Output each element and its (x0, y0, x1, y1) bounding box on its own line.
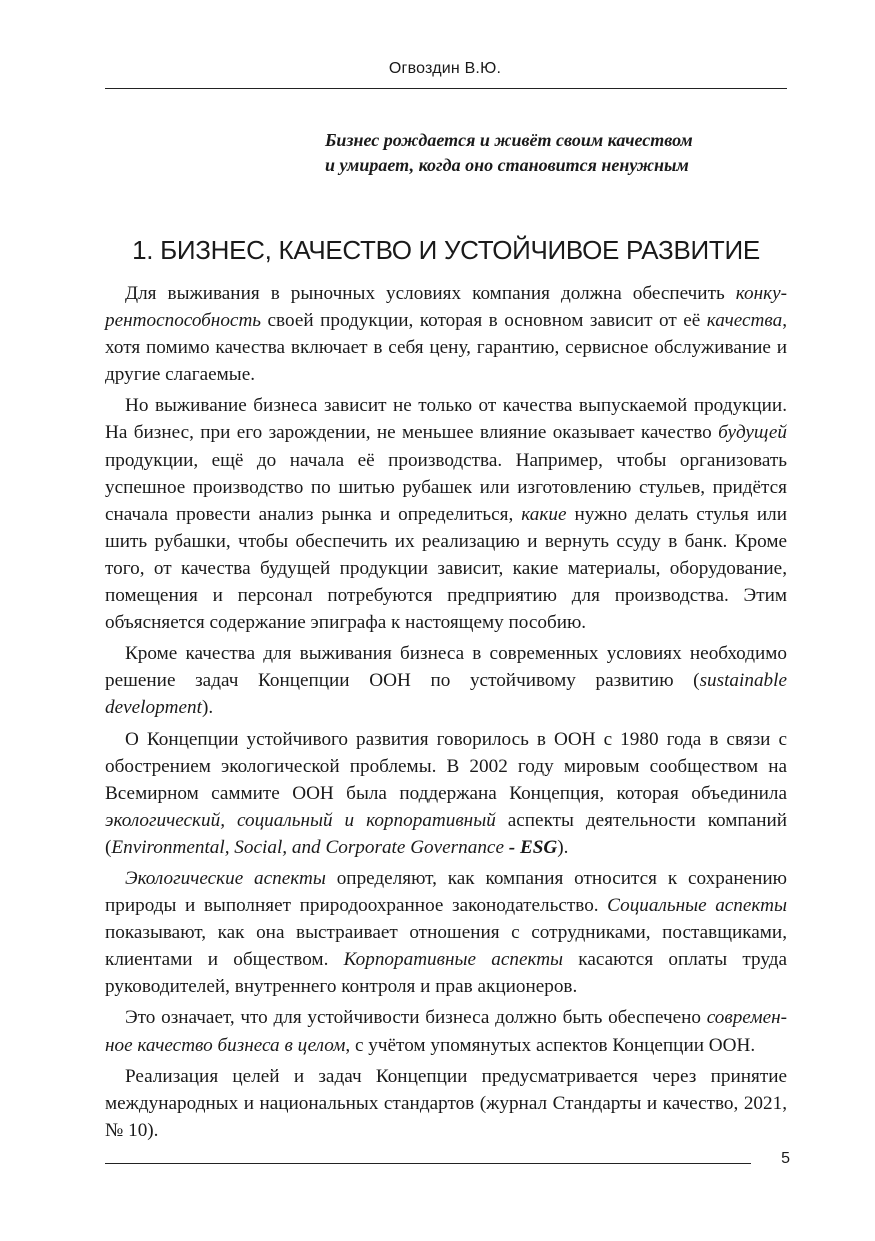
italic-run: Environmental, Social, and Corporate Governance (111, 836, 504, 858)
italic-run: качества (706, 310, 783, 332)
italic-run: sustainable development (105, 670, 787, 719)
paragraph-3 (105, 640, 787, 721)
page-number: 5 (781, 1150, 790, 1167)
paragraph-6 (105, 1004, 787, 1058)
text-run: О Концепции устойчивого развития говорилось в ООН с 1980 года в связи с обострением экологической проблемы. В 2002 году мировым сообществом на Всемирном саммите ООН была поддержана Концепция, которая объединила (105, 728, 787, 804)
epigraph-line-2: и умирает, когда оно становится ненужным (325, 155, 689, 175)
text-run: Это означает, что для устойчивости бизнеса должно быть обеспечено (125, 1007, 707, 1029)
paragraph-1 (105, 280, 787, 388)
text-run: Кроме качества для выживания бизнеса в современных условиях необходимо решение задач Концепции ООН по устойчивому развитию ( (105, 643, 787, 692)
text-run: продукции, ещё до начала её производства. Например, чтобы организовать успешное производство по шитью рубашек или изготовлению стульев, придётся сначала провести анализ рынка и определиться, (105, 449, 787, 525)
italic-run: будущей (718, 422, 787, 444)
paragraph-5 (105, 865, 787, 1000)
text-run: ). (557, 836, 569, 858)
acronym-esg: - ESG (503, 836, 558, 858)
text-run: ). (201, 697, 214, 719)
text-run: Реализация целей и задач Концепции предусматривается через принятие международных и национальных стандартов (журнал Стандарты и качество, 2021, № 10). (105, 1065, 787, 1141)
paragraph-2 (105, 392, 787, 636)
text-run: , с учётом упомянутых аспектов Концепции ООН. (345, 1034, 756, 1056)
body-text (105, 280, 787, 1148)
italic-run: Социальные аспекты (607, 895, 787, 917)
text-run: нужно делать стулья или шить рубашки, чтобы обеспечить их реализацию и вернуть ссуду в банк. Кроме того, от качества будущей продукции зависит, какие материалы, оборудование, помещения и персонал потребуются предприятию для производства. Этим объясняется содержание эпиграфа к настоящему пособию. (105, 503, 788, 634)
paragraph-4 (105, 726, 787, 861)
text-run: касаются оплаты труда руководителей, внутреннего контроля и прав акционеров. (105, 949, 787, 998)
italic-run: Экологические аспекты (125, 867, 326, 889)
italic-run: конкурентоспособность (105, 283, 787, 332)
text-run: , хотя помимо качества включает в себя цену, гарантию, сервисное обслуживание и другие слагаемые. (105, 310, 787, 386)
text-run: Но выживание бизнеса зависит не только от качества выпускаемой продукции. На бизнес, при его зарождении, не меньшее влияние оказывает качество (105, 395, 787, 444)
italic-run: Корпоративные аспекты (343, 949, 564, 971)
text-run: определяют, как компания относится к сохранению природы и выполняет природоохранное законодательство. (105, 867, 787, 917)
italic-run: современное качество бизнеса в целом (105, 1007, 787, 1056)
running-header: Огвоздин В.Ю. (388, 60, 502, 77)
italic-run: экологический, социальный и корпоративный (105, 809, 496, 831)
epigraph (325, 128, 785, 178)
header-divider (105, 88, 787, 89)
chapter-title: 1. БИЗНЕС, КАЧЕСТВО И УСТОЙЧИВОЕ РАЗВИТИЕ (132, 235, 760, 266)
text-run: своей продукции, которая в основном зависит от её (261, 310, 707, 332)
text-run: Для выживания в рыночных условиях компания должна обеспечить (125, 283, 736, 304)
italic-run: какие (521, 503, 567, 525)
footer-divider (105, 1163, 751, 1164)
epigraph-line-1: Бизнес рождается и живёт своим качеством (325, 130, 693, 150)
text-run: показывают, как она выстраивает отношения с сотрудниками, поставщиками, клиентами и обществом. (105, 922, 787, 971)
paragraph-7 (105, 1063, 787, 1144)
bold-italic-run (504, 837, 557, 858)
text-run: аспекты деятельности компаний ( (105, 809, 787, 858)
